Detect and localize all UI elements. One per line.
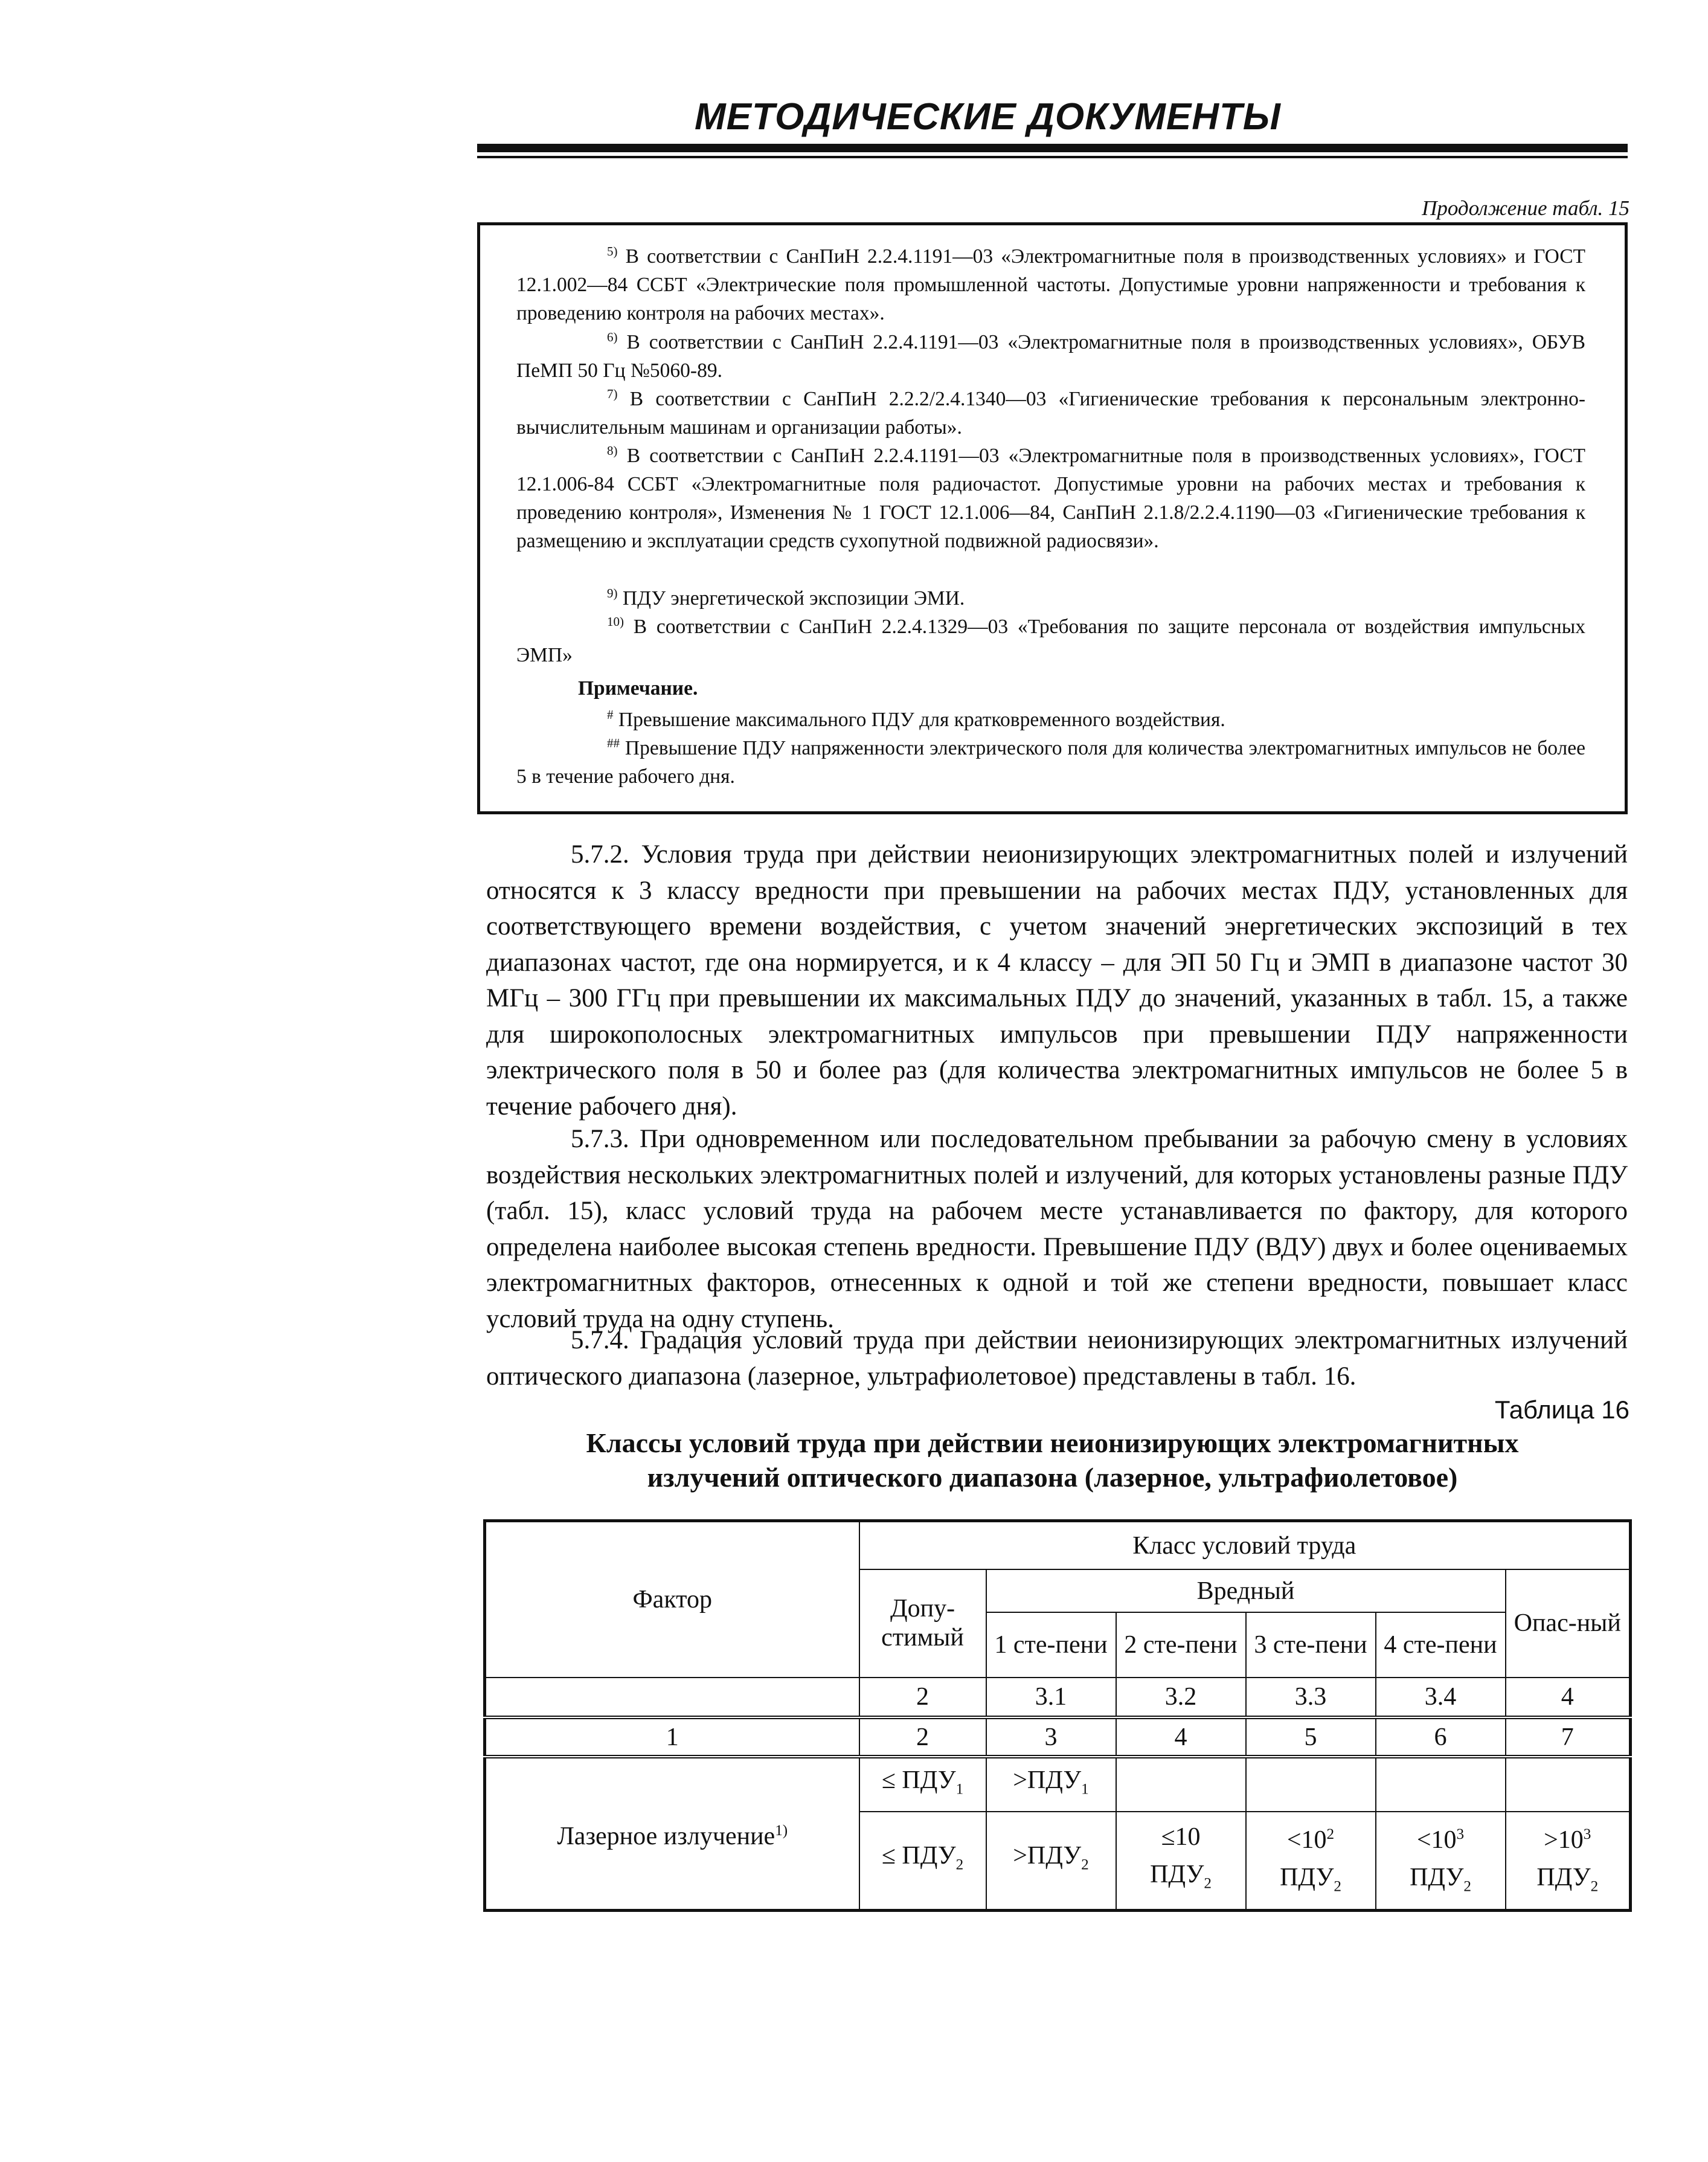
footnote-5 <box>516 242 1585 327</box>
footnote-10 <box>516 613 1585 669</box>
class-code: 4 <box>1506 1678 1631 1718</box>
laser-pdu2-harmful-2: ≤10 $ПДУ_2$ <box>1116 1812 1246 1910</box>
footnote-text: ПДУ энергетической экспозиции ЭМИ. <box>622 587 965 610</box>
column-number: 1 <box>485 1717 859 1757</box>
laser-empty-cell <box>1376 1757 1506 1812</box>
note-mark: ## <box>607 735 620 750</box>
footnote-mark: 5) <box>607 243 618 259</box>
footnote-mark: 9) <box>607 585 618 600</box>
laser-pdu2-dangerous: $>10^3$ $ПДУ_2$ <box>1506 1812 1631 1910</box>
paragraph-5-7-2: 5.7.2. Условия труда при действии неионизирующих электромагнитных полей и излучений относятся к 3 классу вредности при превышении на рабочих местах ПДУ, установленных для соответствующего времени воздействия, с учетом значений энергетических экспозиций в тех диапазонах частот, где она нормируется, и к 4 классу – для ЭП 50 Гц и ЭМП в диапазоне частот 30 МГц – 300 ГГц при превышении их максимальных ПДУ до значений, указанных в табл. 15, а также для широкополосных электромагнитных импульсов при превышении ПДУ напряженности электрического поля в 50 и более раз (для количества электромагнитных импульсов не более 5 в течение рабочего дня). <box>486 840 1628 1121</box>
column-number-row <box>485 1717 1631 1757</box>
footnote-text: В соответствии с СанПиН 2.2.4.1191—03 «Электромагнитные поля в производственных условиях» и ГОСТ 12.1.002—84 ССБТ «Электрические поля промышленной частоты. Допустимые уровни напряженности и требования к проведению контроля на рабочих местах». <box>516 245 1586 324</box>
continuation-label: Продолжение табл. 15 <box>1422 196 1629 220</box>
paragraph-5-7-4: 5.7.4. Градация условий труда при действии неионизирующих электромагнитных излучений оптического диапазона (лазерное, ультрафиолетовое) представлены в табл. 16. <box>486 1326 1628 1391</box>
note-text: Превышение максимального ПДУ для кратковременного воздействия. <box>618 709 1225 731</box>
laser-empty-cell <box>1506 1757 1631 1812</box>
laser-pdu2-allowed: ≤ $ПДУ_2$ <box>859 1812 986 1910</box>
header-row-1 <box>485 1521 1631 1570</box>
laser-empty-cell <box>1246 1757 1376 1812</box>
note-title: Примечание. <box>578 677 698 700</box>
class-code-blank <box>485 1678 859 1718</box>
column-number: 5 <box>1246 1717 1376 1757</box>
table-title-line-2: излучений оптического диапазона (лазерное, ультрафиолетовое) <box>647 1462 1458 1493</box>
class-code-row <box>485 1678 1631 1718</box>
laser-pdu2-harmful-3: $<10^2$ $ПДУ_2$ <box>1246 1812 1376 1910</box>
laser-pdu1-harmful-1: $>ПДУ_1$ <box>986 1757 1116 1812</box>
harmful-header: Вредный <box>986 1569 1506 1612</box>
footnote-8 <box>516 442 1585 555</box>
table-title <box>477 1426 1628 1494</box>
class-code: 3.1 <box>986 1678 1116 1718</box>
laser-factor-footnote: 1) <box>775 1822 788 1839</box>
class-code: 3.2 <box>1116 1678 1246 1718</box>
note-text: Превышение ПДУ напряженности электрического поля для количества электромагнитных импульсов не более 5 в течение рабочего дня. <box>516 737 1586 788</box>
footnote-text: В соответствии с СанПиН 2.2.2/2.4.1340—03 «Гигиенические требования к персональным электронно-вычислительным машинам и организации работы». <box>516 388 1586 439</box>
laser-empty-cell <box>1116 1757 1246 1812</box>
page-header-title: МЕТОДИЧЕСКИЕ ДОКУМЕНТЫ <box>695 96 1281 138</box>
degree-4-header: 4 сте-пени <box>1376 1612 1506 1678</box>
column-number: 7 <box>1506 1717 1631 1757</box>
degree-2-header: 2 сте-пени <box>1116 1612 1246 1678</box>
footnote-text: В соответствии с СанПиН 2.2.4.1191—03 «Электромагнитные поля в производственных условиях», ГОСТ 12.1.006-84 ССБТ «Электромагнитные поля радиочастот. Допустимые уровни на рабочих местах и требования к проведению контроля», Изменения № 1 ГОСТ 12.1.006—84, СанПиН 2.1.8/2.2.4.1190—03 «Гигиенические требования к размещению и эксплуатации средств сухопутной подвижной радиосвязи». <box>516 445 1586 552</box>
column-number: 2 <box>859 1717 986 1757</box>
dangerous-header: Опас-ный <box>1506 1569 1631 1677</box>
laser-pdu2-harmful-1: $>ПДУ_2$ <box>986 1812 1116 1910</box>
class-code: 3.3 <box>1246 1678 1376 1718</box>
footnote-mark: 7) <box>607 386 618 401</box>
paragraph-5-7-3: 5.7.3. При одновременном или последовательном пребывании за рабочую смену в условиях воздействия нескольких электромагнитных полей и излучений, для которых установлены разные ПДУ (табл. 15), класс условий труда на рабочем месте устанавливается по фактору, для которого определена наиболее высокая степень вредности. Превышение ПДУ (ВДУ) двух и более оцениваемых электромагнитных факторов, отнесенных к одной и той же степени вредности, повышает класс условий труда на одну ступень. <box>486 1125 1628 1333</box>
class-header: Класс условий труда <box>859 1521 1631 1570</box>
note-mark: # <box>607 707 614 722</box>
footnote-7 <box>516 385 1585 442</box>
footnote-text: В соответствии с СанПиН 2.2.4.1191—03 «Электромагнитные поля в производственных условиях», ОБУВ ПеМП 50 Гц №5060-89. <box>516 331 1586 382</box>
footnote-mark: 6) <box>607 329 618 344</box>
footnote-9 <box>516 584 1585 613</box>
note-item-2 <box>516 734 1585 791</box>
laser-pdu2-harmful-4: $<10^3$ $ПДУ_2$ <box>1376 1812 1506 1910</box>
column-number: 3 <box>986 1717 1116 1757</box>
footnote-box <box>477 222 1628 814</box>
table-title-line-1: Классы условий труда при действии неионизирующих электромагнитных <box>586 1427 1519 1458</box>
footnote-mark: 8) <box>607 443 618 458</box>
laser-row-1 <box>485 1757 1631 1812</box>
laser-pdu1-allowed: ≤ $ПДУ_1$ <box>859 1757 986 1812</box>
class-code: 2 <box>859 1678 986 1718</box>
degree-1-header: 1 сте-пени <box>986 1612 1116 1678</box>
factor-header: Фактор <box>485 1521 859 1678</box>
footnote-text: В соответствии с СанПиН 2.2.4.1329—03 «Требования по защите персонала от воздействия импульсных ЭМП» <box>516 616 1585 666</box>
column-number: 6 <box>1376 1717 1506 1757</box>
header-rule-thick <box>477 144 1628 152</box>
degree-3-header: 3 сте-пени <box>1246 1612 1376 1678</box>
laser-factor-cell <box>485 1757 859 1911</box>
table-label: Таблица 16 <box>1494 1395 1629 1424</box>
footnote-mark: 10) <box>607 614 624 629</box>
allowed-header: Допу-стимый <box>859 1569 986 1677</box>
class-code: 3.4 <box>1376 1678 1506 1718</box>
footnote-6 <box>516 328 1585 385</box>
conditions-table <box>483 1519 1632 1912</box>
laser-factor-label: Лазерное излучение <box>557 1822 775 1850</box>
column-number: 4 <box>1116 1717 1246 1757</box>
note-item-1 <box>516 706 1585 734</box>
header-rule-thin <box>477 156 1628 158</box>
